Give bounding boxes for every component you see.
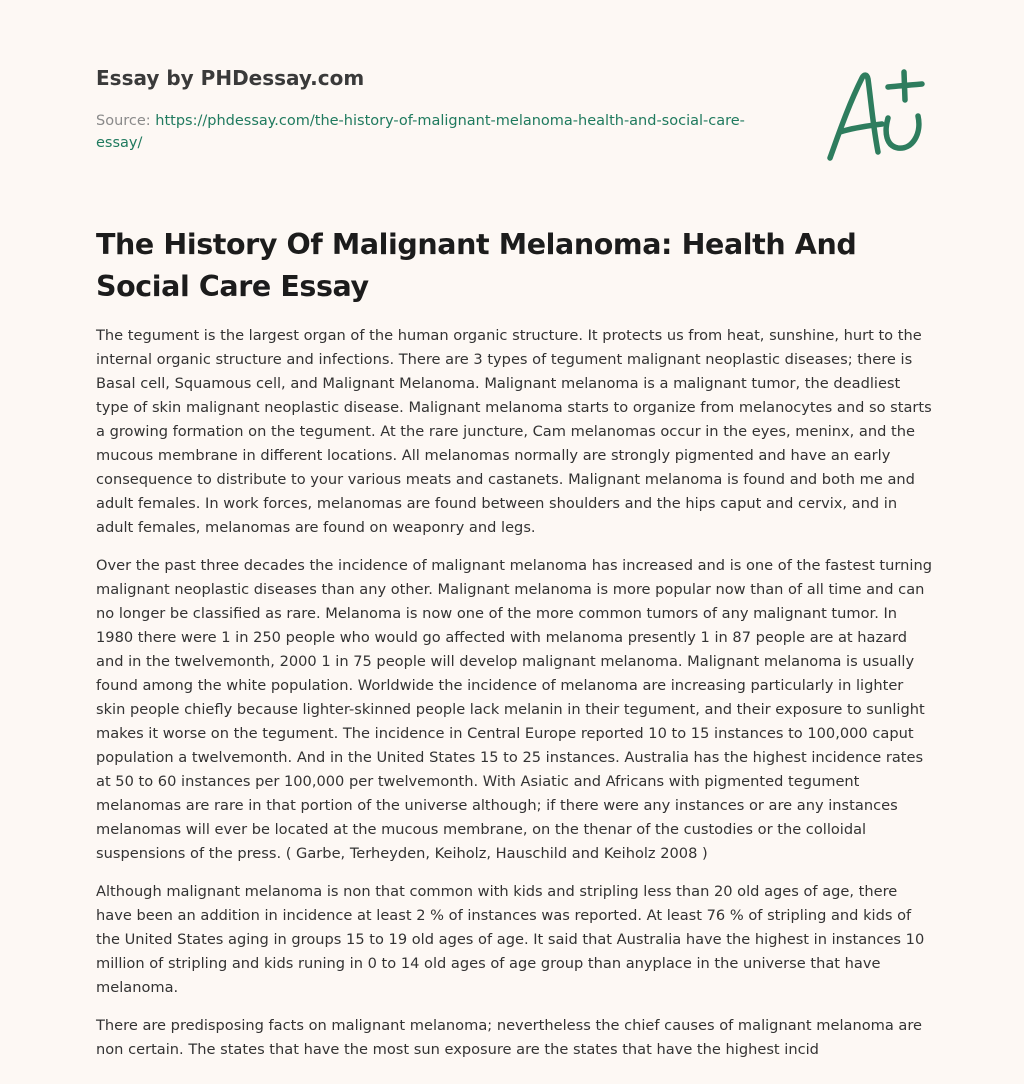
source-line: [96, 110, 756, 154]
source-label: Source:: [96, 113, 151, 129]
essay-body: [96, 324, 932, 1076]
essay-header: [96, 64, 756, 154]
essay-paragraph: Although malignant melanoma is non that common with kids and stripling less than 20 old ages of age, there have been an addition in incidence at least 2 % of instances was reported. At least 76 % of stripling and kids of the United States aging in groups 15 to 19 old ages of age. It said that Australia have the highest in instances 10 million of stripling and kids runing in 0 to 14 old ages of age group than anyplace in the universe that have melanoma.: [96, 883, 925, 996]
essay-paragraph: Over the past three decades the incidence of malignant melanoma has increased and is one of the fastest turning malignant neoplastic diseases than any other. Malignant melanoma is more popular now than of all time and can no longer be classified as rare. Melanoma is now one of the more common tumors of any malignant tumor. In 1980 there were 1 in 250 people who would go affected with melanoma presently 1 in 87 people are at hazard and in the twelvemonth, 2000 1 in 75 people will develop malignant melanoma. Malignant melanoma is usually found among the white population. Worldwide the incidence of melanoma are increasing particularly in lighter skin people chiefly because lighter-skinned people lack melanin in their tegument, and their exposure to sunlight makes it worse on the tegument. The incidence in Central Europe reported 10 to 15 instances to 100,000 caput population a twelvemonth. And in the United States 15 to 25 instances. Australia has the highest incidence rates at 50 to 60 instances per 100,000 per twelvemonth. With Asiatic and Africans with pigmented tegument melanomas are rare in that portion of the universe although; if there were any instances or are any instances melanomas will ever be located at the mucous membrane, on the thenar of the custodies or the colloidal suspensions of the press. ( Garbe, Terheyden, Keiholz, Hauschild and Keiholz 2008 ): [96, 557, 932, 862]
a-plus-grade-icon: [818, 66, 930, 166]
site-brand: Essay by PHDessay.com: [96, 66, 365, 90]
essay-title: The History Of Malignant Melanoma: Health And Social Care Essay: [96, 228, 857, 303]
source-link[interactable]: https://phdessay.com/the-history-of-malignant-melanoma-health-and-social-care-essay/: [96, 113, 745, 151]
essay-paragraph: There are predisposing facts on malignant melanoma; nevertheless the chief causes of malignant melanoma are non certain. The states that have the most sun exposure are the states that have the highest incid: [96, 1017, 923, 1058]
essay-paragraph: The tegument is the largest organ of the human organic structure. It protects us from heat, sunshine, hurt to the internal organic structure and infections. There are 3 types of tegument malignant neoplastic diseases; there is Basal cell, Squamous cell, and Malignant Melanoma. Malignant melanoma is a malignant tumor, the deadliest type of skin malignant neoplastic disease. Malignant melanoma starts to organize from melanocytes and so starts a growing formation on the tegument. At the rare juncture, Cam melanomas occur in the eyes, meninx, and the mucous membrane in different locations. All melanomas normally are strongly pigmented and have an early consequence to distribute to your various meats and castanets. Malignant melanoma is found and both me and adult females. In work forces, melanomas are found between shoulders and the hips caput and cervix, and in adult females, melanomas are found on weaponry and legs.: [96, 327, 932, 536]
